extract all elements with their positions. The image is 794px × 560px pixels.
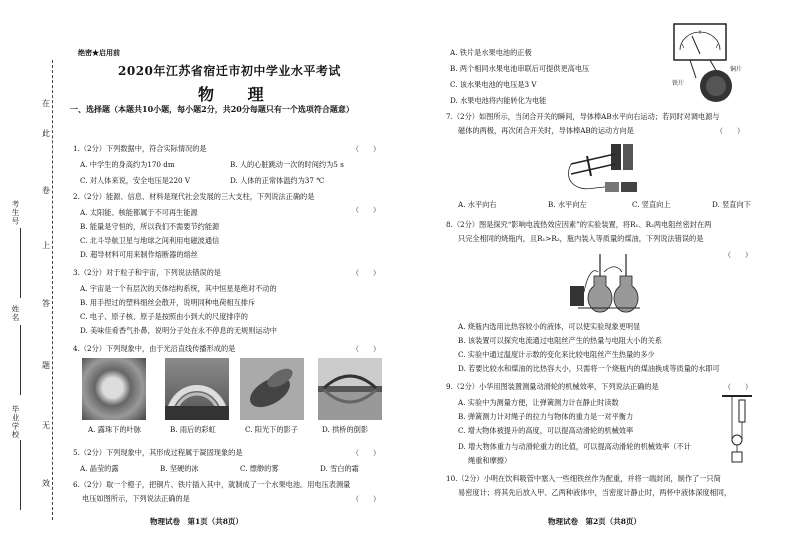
q3-option-d: D. 美味佳肴香气扑鼻，说明分子处在永不停息的无规则运动中 [80, 326, 277, 335]
question-5-stem: 5.（2分）下列现象中，其形成过程属于凝固现象的是 [73, 448, 243, 457]
question-9-stem: 9.（2分）小华用图装置测量动滑轮的机械效率，下列说法正确的是 [446, 382, 659, 391]
school-label: 毕业学校 [11, 405, 20, 439]
q6-option-c: C. 该水果电池的电压是3 V [450, 80, 537, 89]
examinee-number-label: 考生号 [11, 200, 20, 226]
q5-option-c: C. 缥缈的雾 [240, 464, 279, 473]
answer-bracket: （ ） [724, 251, 752, 259]
answer-bracket: （ ） [352, 145, 380, 153]
q4-option-c: C. 阳光下的影子 [245, 425, 298, 434]
magnet-rails-icon [565, 140, 645, 196]
seal-word: 卷 [42, 186, 50, 195]
seal-dashed-line [52, 60, 53, 520]
q5-option-b: B. 坚硬的冰 [160, 464, 199, 473]
answer-bracket: （ ） [724, 383, 752, 391]
dew-leaf-photo [82, 358, 146, 420]
q8-option-b: B. 该装置可以探究电流通过电阻丝产生的热量与电阻大小的关系 [458, 336, 662, 345]
iron-plate-label: 铁片 [672, 80, 685, 87]
shadow-photo [240, 358, 304, 420]
question-10-stem: 10.（2分）小明在饮料吸管中塞入一些细铁丝作为配重，并将一端封闭，制作了一只简 [446, 474, 721, 483]
rainbow-arc [165, 358, 229, 420]
question-10-stem-cont: 易密度计；将其先后放入甲、乙两种液体中，当密度计静止时，两杯中液体深度相同， [458, 488, 732, 497]
seal-word: 效 [42, 479, 50, 488]
seal-word: 答 [42, 299, 50, 308]
school-line [20, 440, 21, 510]
secret-label: 绝密★启用前 [78, 48, 120, 57]
footer-page-2: 物理试卷 第2页（共8页） [548, 517, 641, 526]
leaf-shadow [240, 358, 304, 420]
footer-page-1: 物理试卷 第1页（共8页） [150, 517, 243, 526]
question-2-stem: 2.（2分）能源、信息、材料是现代社会发展的三大支柱，下列说法正确的是 [73, 192, 315, 201]
motor-apparatus-figure [565, 140, 645, 196]
pulley-figure [722, 394, 752, 466]
answer-bracket: （ ） [352, 345, 380, 353]
q9-option-a: A. 实验中为测量方便，让弹簧测力计在静止时读数 [458, 398, 619, 407]
seal-word: 题 [42, 361, 50, 370]
seal-word: 无 [42, 421, 50, 430]
pulley-spring-scale-icon [722, 394, 752, 466]
exam-title: 2020年江苏省宿迁市初中学业水平考试 [118, 64, 341, 78]
answer-bracket: （ ） [352, 449, 380, 457]
q9-option-b: B. 弹簧测力计对绳子的拉力与物体的重力是一对平衡力 [458, 412, 634, 421]
q9-option-d-cont: 绳重和摩擦） [468, 456, 512, 465]
q8-option-d: D. 若要比较水和煤油的比热容大小，只需将一个烧瓶内的煤油换成等质量的水即可 [458, 364, 720, 373]
heat-effect-apparatus-figure [568, 252, 648, 316]
q3-option-b: B. 用手捏过的塑料细丝会散开，说明同种电荷相互排斥 [80, 298, 256, 307]
question-8-stem: 8.（2分）图是探究“影响电流热效应因素”的实验装置，将R₁、R₂两电阻丝密封在两 [446, 220, 712, 229]
q7-option-d: D. 竖直向下 [712, 200, 751, 209]
q3-option-a: A. 宇宙是一个有层次的天体结构系统，其中恒星是绝对不动的 [80, 284, 277, 293]
seal-word: 在 [42, 99, 50, 108]
right-page [400, 0, 794, 560]
fruit-battery-figure [670, 22, 750, 104]
q7-option-a: A. 水平向右 [458, 200, 497, 209]
q1-option-d: D. 人体的正常体温约为37 ℃ [230, 176, 325, 185]
q4-option-b: B. 雨后的彩虹 [170, 425, 216, 434]
bridge-arch [318, 358, 382, 420]
question-4-stem: 4.（2分）下列现象中，由于光沿直线传播形成的是 [73, 344, 236, 353]
question-1-stem: 1.（2分）下列数据中，符合实际情况的是 [73, 144, 207, 153]
answer-bracket: （ ） [352, 495, 380, 503]
q6-option-a: A. 铁片是水果电池的正极 [450, 48, 532, 57]
q4-option-d: D. 拱桥的倒影 [322, 425, 369, 434]
question-8-stem-cont: 只完全相同的烧瓶内，且R₁>R₂，瓶内装入等质量的煤油，下列说法错误的是 [458, 234, 704, 243]
answer-bracket: （ ） [716, 127, 744, 135]
bridge-reflection-photo [318, 358, 382, 420]
name-line [20, 325, 21, 395]
name-label: 姓名 [11, 305, 20, 322]
q6-option-d: D. 水果电池将内能转化为电能 [450, 96, 547, 105]
answer-bracket: （ ） [352, 206, 380, 214]
section-title: 一、选择题（本题共10小题，每小题2分，共20分每题只有一个选项符合题意） [70, 104, 354, 114]
rainbow-photo [165, 358, 229, 420]
q6-option-b: B. 两个相同水果电池串联后可提供更高电压 [450, 64, 590, 73]
question-3-stem: 3.（2分）对于粒子和宇宙，下列说法错误的是 [73, 268, 221, 277]
q7-option-c: C. 竖直向上 [632, 200, 671, 209]
copper-plate-label: 铜片 [730, 66, 743, 73]
q2-option-b: B. 能量是守恒的，所以我们不需要节约能源 [80, 222, 220, 231]
question-7-stem: 7.（2分）如图所示，当闭合开关的瞬间，导体棒AB水平向右运动；若同时对调电源与 [446, 112, 720, 121]
q3-option-c: C. 电子、原子核、原子是按照由小到大的尺度排序的 [80, 312, 248, 321]
answer-bracket: （ ） [352, 269, 380, 277]
q8-option-c: C. 实验中通过温度计示数的变化来比较电阻丝产生热量的多少 [458, 350, 655, 359]
q2-option-d: D. 超导材料可用来制作熔断器的熔丝 [80, 250, 198, 259]
q9-option-d: D. 增大物体重力与动滑轮重力的比值，可以提高动滑轮的机械效率（不计 [458, 442, 691, 451]
q1-option-c: C. 对人体来说，安全电压是220 V [80, 176, 191, 185]
q5-option-a: A. 晶莹的露 [80, 464, 119, 473]
flasks-thermometers-icon [568, 252, 648, 316]
q2-option-a: A. 太阳能、核能都属于不可再生能源 [80, 208, 198, 217]
q8-option-a: A. 烧瓶内选用比热容较小的液体，可以使实验现象更明显 [458, 322, 641, 331]
question-7-stem-cont: 磁体的两极，再次闭合开关时，导体棒AB的运动方向是 [458, 126, 634, 135]
q2-option-c: C. 北斗导航卫星与地球之间利用电磁波通信 [80, 236, 220, 245]
seal-word: 此 [42, 129, 50, 138]
question-6-stem-cont: 电压如图所示，下列说法正确的是 [82, 494, 190, 503]
question-6-stem: 6.（2分）取一个橙子，把铜片、铁片插入其中，就制成了一个水果电池。用电压表测量 [73, 480, 351, 489]
examinee-number-line [20, 228, 21, 298]
subject-title: 物 理 [198, 85, 278, 104]
seal-word: 上 [42, 241, 50, 250]
q4-option-a: A. 露珠下的叶脉 [88, 425, 141, 434]
q5-option-d: D. 雪白的霜 [320, 464, 359, 473]
voltmeter-icon [670, 22, 750, 104]
q1-option-b: B. 人的心脏跳动一次的时间约为5 s [230, 160, 344, 169]
q7-option-b: B. 水平向左 [548, 200, 587, 209]
q9-option-c: C. 增大物体被提升的高度，可以提高动滑轮的机械效率 [458, 426, 634, 435]
q1-option-a: A. 中学生的身高约为170 dm [80, 160, 175, 169]
